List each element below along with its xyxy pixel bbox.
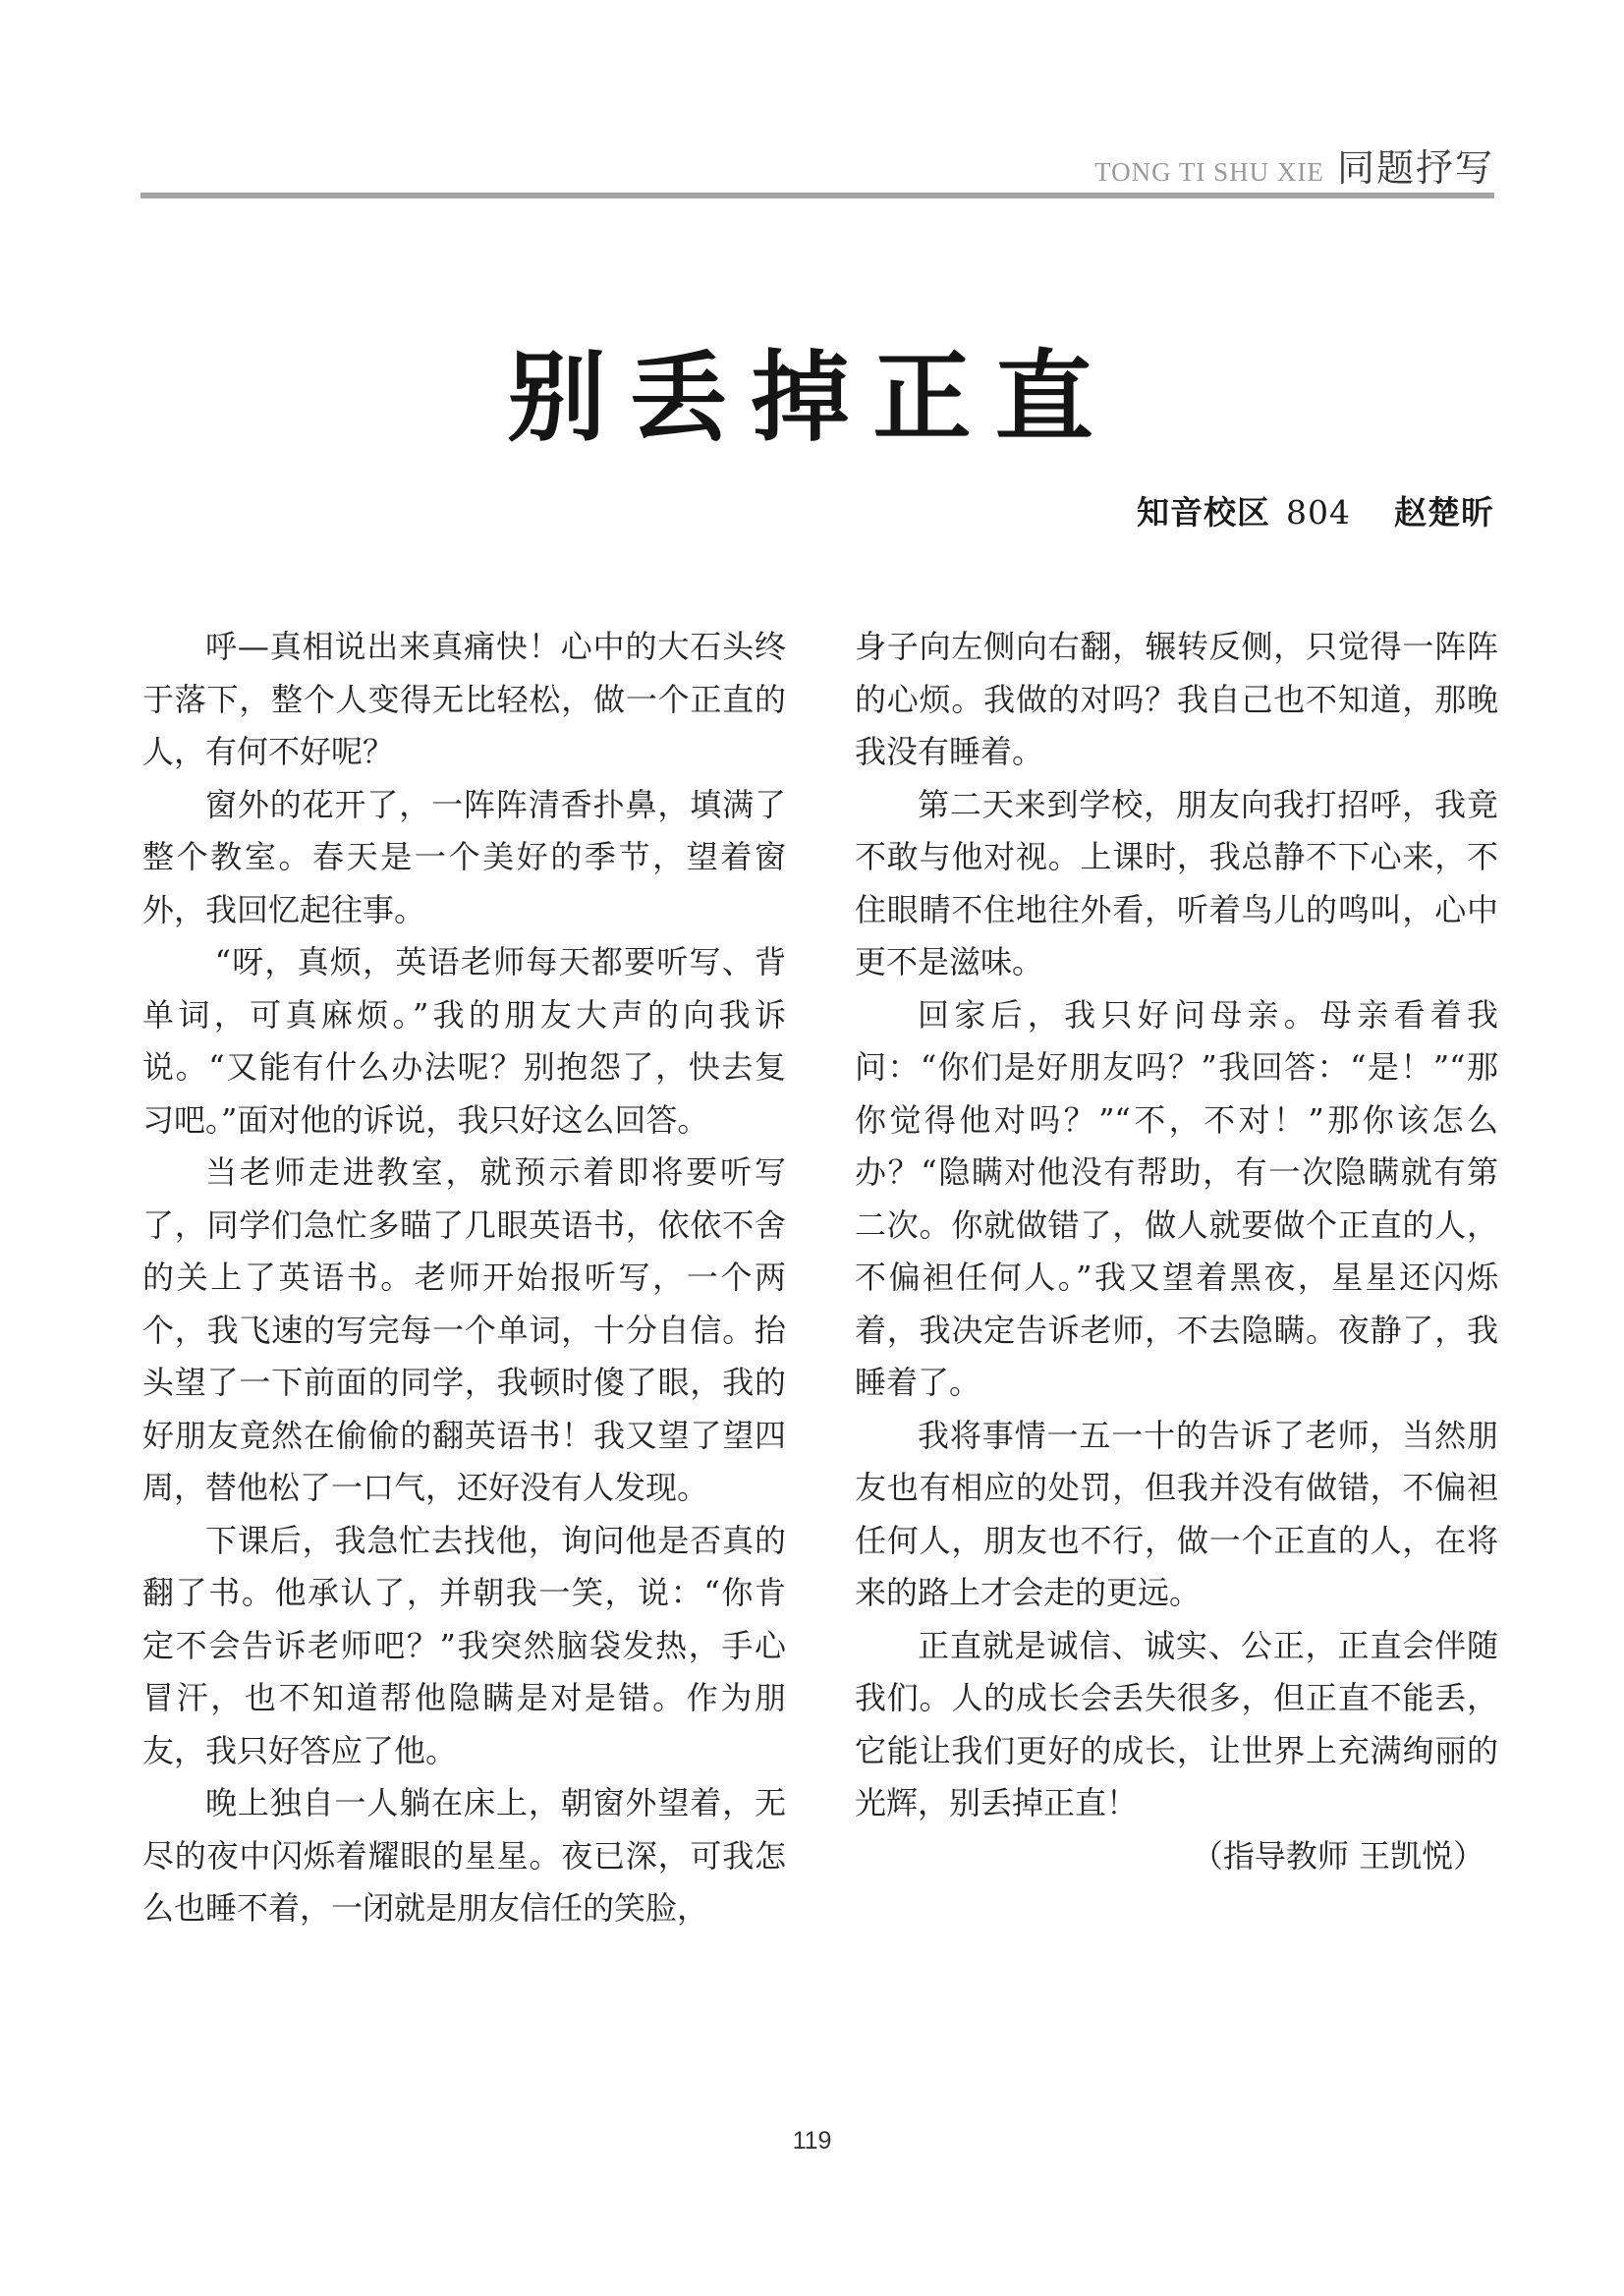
teacher-note: （指导教师 王凯悦） (1191, 1836, 1484, 1875)
paragraph: 下课后，我急忙去找他，询问他是否真的翻了书。他承认了，并朝我一笑，说：“你肯定不会告诉老师吧？”我突然脑袋发热，手心冒汗，也不知道帮他隐瞒是对是错。作为朋友，我只好答应了他。 (142, 1521, 786, 1769)
paragraph: 正直就是诚信、诚实、公正，正直会伴随我们。人的成长会丢失很多，但正直不能丢，它能让我们更好的成长，让世界上充满绚丽的光辉，别丢掉正直！ (855, 1626, 1498, 1821)
paragraph-continuation: 身子向左侧向右翻，辗转反侧，只觉得一阵阵的心烦。我做的对吗？我自己也不知道，那晚我没有睡着。 (855, 628, 1498, 770)
paragraph: “呀，真烦，英语老师每天都要听写、背单词，可真麻烦。”我的朋友大声的向我诉说。“又能有什么办法呢？别抱怨了，快去复习吧。”面对他的诉说，我只好这么回答。 (142, 943, 786, 1139)
body-column-left (142, 621, 786, 1935)
body-column-right (855, 621, 1498, 1882)
author-class: 804 (1286, 493, 1351, 532)
article-title: 别丢掉正直 (507, 340, 1117, 455)
paragraph: 窗外的花开了，一阵阵清香扑鼻，填满了整个教室。春天是一个美好的季节，望着窗外，我回忆起往事。 (142, 785, 786, 928)
paragraph: 我将事情一五一十的告诉了老师，当然朋友也有相应的处罚，但我并没有做错，不偏袒任何人，朋友也不行，做一个正直的人，在将来的路上才会走的更远。 (855, 1416, 1498, 1611)
paragraph: 当老师走进教室，就预示着即将要听写了，同学们急忙多瞄了几眼英语书，依依不舍的关上了英语书。老师开始报听写，一个两个，我飞速的写完每一个单词，十分自信。抬头望了一下前面的同学，我顿时傻了眼，我的好朋友竟然在偷偷的翻英语书！我又望了望四周，替他松了一口气，还好没有人发现。 (142, 1153, 786, 1506)
paragraph: 回家后，我只好问母亲。母亲看着我问：“你们是好朋友吗？”我回答：“是！”“那你觉得他对吗？”“不，不对！”那你该怎么办？“隐瞒对他没有帮助，有一次隐瞒就有第二次。你就做错了，做人就要做个正直的人，不偏袒任何人。”我又望着黑夜，星星还闪烁着，我决定告诉老师，不去隐瞒。夜静了，我睡着了。 (855, 995, 1498, 1401)
paragraph: 第二天来到学校，朋友向我打招呼，我竟不敢与他对视。上课时，我总静不下心来，不住眼睛不住地往外看，听着鸟儿的鸣叫，心中更不是滋味。 (855, 785, 1498, 980)
header-rule (140, 193, 1494, 198)
header-pinyin: TONG TI SHU XIE (1094, 157, 1324, 187)
author-line (1137, 487, 1494, 533)
page-number: 119 (792, 2127, 832, 2155)
running-header (140, 138, 1494, 190)
header-section-title: 同题抒写 (1336, 146, 1494, 190)
author-name: 赵楚昕 (1394, 493, 1494, 532)
paragraph: 晚上独自一人躺在床上，朝窗外望着，无尽的夜中闪烁着耀眼的星星。夜已深，可我怎么也睡不着，一闭就是朋友信任的笑脸， (142, 1784, 786, 1927)
paragraph: 呼—真相说出来真痛快！心中的大石头终于落下，整个人变得无比轻松，做一个正直的人，有何不好呢？ (142, 628, 786, 770)
author-campus: 知音校区 (1137, 493, 1270, 532)
